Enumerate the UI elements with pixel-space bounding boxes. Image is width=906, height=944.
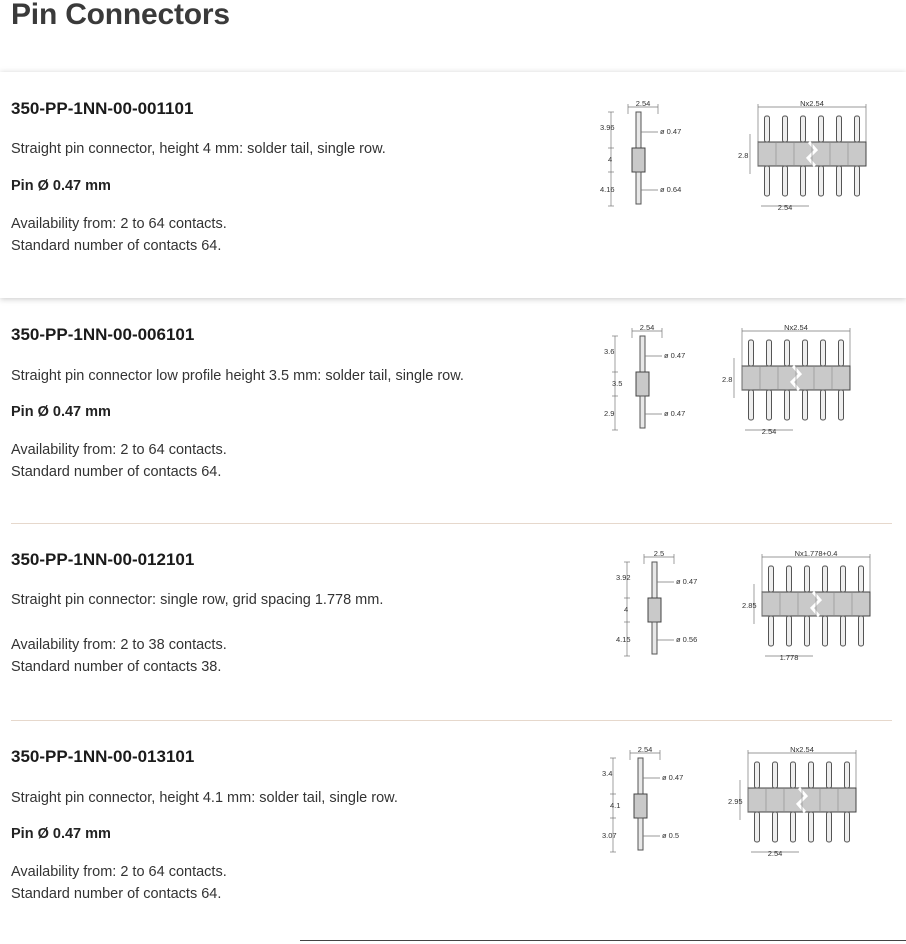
tail-length-label: 3.07 — [602, 831, 617, 840]
top-diameter-label: ø 0.47 — [676, 577, 698, 586]
body-height-label: 4 — [608, 155, 613, 164]
pitch-label: 2.54 — [639, 323, 655, 332]
pitch-label: 2.54 — [761, 427, 777, 436]
pin-diameter: Pin Ø 0.47 mm — [11, 826, 111, 842]
pin-tail — [823, 616, 828, 646]
product-card[interactable] — [0, 524, 906, 720]
product-card[interactable] — [0, 721, 906, 936]
pin-tail — [855, 166, 860, 196]
tail-diameter-label: ø 0.47 — [664, 409, 686, 418]
pin-top — [765, 116, 770, 142]
tail-diameter-label: ø 0.64 — [660, 185, 682, 194]
pin-top — [640, 336, 645, 372]
body-height-label: 4 — [624, 605, 629, 614]
tail-length-label: 4.15 — [616, 635, 631, 644]
pin-top — [791, 762, 796, 788]
side-view-drawing — [596, 99, 696, 212]
side-view-drawing — [612, 549, 712, 672]
product-card[interactable] — [0, 72, 906, 298]
availability-info — [11, 213, 227, 257]
part-number[interactable]: 350-PP-1NN-00-006101 — [11, 325, 195, 344]
pin-tail — [787, 616, 792, 646]
pin-tail — [652, 622, 657, 654]
tail-diameter-label: ø 0.56 — [676, 635, 698, 644]
pitch-label: 2.54 — [637, 745, 653, 754]
pin-tail — [769, 616, 774, 646]
tail-diameter-label: ø 0.5 — [662, 831, 680, 840]
height-label: 2.8 — [738, 151, 749, 160]
pin-tail — [821, 390, 826, 420]
part-number[interactable]: 350-PP-1NN-00-012101 — [11, 550, 195, 569]
pin-top — [855, 116, 860, 142]
pin-tail — [755, 812, 760, 842]
pin-top — [785, 340, 790, 366]
housing-body — [636, 372, 649, 396]
top-diameter-label: ø 0.47 — [664, 351, 686, 360]
pin-top — [803, 340, 808, 366]
pin-tail — [827, 812, 832, 842]
tail-length-label: 4.16 — [600, 185, 615, 194]
pin-top — [821, 340, 826, 366]
front-view-drawing — [728, 745, 878, 866]
pin-tail — [805, 616, 810, 646]
product-description: Straight pin connector, height 4 mm: solder tail, single row. — [11, 141, 386, 157]
availability-info — [11, 439, 227, 483]
standard-contacts: Standard number of contacts 64. — [11, 464, 222, 480]
pin-tail — [783, 166, 788, 196]
pin-top — [773, 762, 778, 788]
availability-range: Availability from: 2 to 64 contacts. — [11, 864, 227, 880]
pin-top — [749, 340, 754, 366]
pin-tail — [791, 812, 796, 842]
standard-contacts: Standard number of contacts 64. — [11, 886, 222, 902]
housing-body — [634, 794, 647, 818]
pin-tail — [638, 818, 643, 850]
product-description: Straight pin connector, height 4.1 mm: solder tail, single row. — [11, 790, 398, 806]
height-label: 2.95 — [728, 797, 743, 806]
pin-top — [755, 762, 760, 788]
tail-length-label: 2.9 — [604, 409, 615, 418]
pin-tail — [809, 812, 814, 842]
pin-top — [819, 116, 824, 142]
pin-top — [787, 566, 792, 592]
top-length-label: 3.96 — [600, 123, 615, 132]
pin-top — [839, 340, 844, 366]
top-length-label: 3.92 — [616, 573, 631, 582]
pin-top — [783, 116, 788, 142]
pin-tail — [839, 390, 844, 420]
pin-tail — [801, 166, 806, 196]
part-number[interactable]: 350-PP-1NN-00-001101 — [11, 99, 194, 118]
availability-range: Availability from: 2 to 64 contacts. — [11, 442, 227, 458]
pin-diameter: Pin Ø 0.47 mm — [11, 404, 111, 420]
pin-tail — [636, 172, 641, 204]
pin-tail — [640, 396, 645, 428]
body-height-label: 3.5 — [612, 379, 623, 388]
pin-tail — [749, 390, 754, 420]
page-title: Pin Connectors — [11, 0, 230, 31]
pin-top — [827, 762, 832, 788]
pin-top — [809, 762, 814, 788]
product-description: Straight pin connector low profile height 3.5 mm: solder tail, single row. — [11, 368, 464, 384]
pitch-label: 2.54 — [635, 99, 651, 108]
pin-tail — [841, 616, 846, 646]
pin-top — [769, 566, 774, 592]
product-card[interactable] — [0, 298, 906, 523]
pitch-label: 2.54 — [777, 203, 793, 212]
pin-top — [767, 340, 772, 366]
length-label: Nx2.54 — [800, 99, 824, 108]
height-label: 2.85 — [742, 601, 757, 610]
pin-tail — [859, 616, 864, 646]
pin-tail — [819, 166, 824, 196]
top-length-label: 3.6 — [604, 347, 615, 356]
pin-top — [801, 116, 806, 142]
pin-top — [652, 562, 657, 598]
pin-top — [636, 112, 641, 148]
standard-contacts: Standard number of contacts 38. — [11, 659, 222, 675]
pitch-label: 2.5 — [653, 549, 665, 558]
pin-tail — [845, 812, 850, 842]
footer-rule — [300, 940, 906, 941]
pin-top — [638, 758, 643, 794]
pin-diameter: Pin Ø 0.47 mm — [11, 178, 111, 194]
housing-body — [632, 148, 645, 172]
availability-range: Availability from: 2 to 64 contacts. — [11, 216, 227, 232]
product-description: Straight pin connector: single row, grid spacing 1.778 mm. — [11, 592, 384, 608]
availability-info — [11, 634, 227, 678]
availability-range: Availability from: 2 to 38 contacts. — [11, 637, 227, 653]
length-label: Nx2.54 — [784, 323, 808, 332]
pin-tail — [785, 390, 790, 420]
height-label: 2.8 — [722, 375, 733, 384]
pitch-label: 1.778 — [779, 653, 799, 662]
pin-tail — [837, 166, 842, 196]
pin-top — [859, 566, 864, 592]
side-view-drawing — [600, 323, 700, 441]
pin-tail — [773, 812, 778, 842]
side-view-drawing — [598, 745, 698, 863]
pin-tail — [765, 166, 770, 196]
pin-top — [837, 116, 842, 142]
length-label: Nx1.778+0.4 — [794, 549, 838, 558]
length-label: Nx2.54 — [790, 745, 814, 754]
pin-top — [823, 566, 828, 592]
standard-contacts: Standard number of contacts 64. — [11, 238, 222, 254]
pin-top — [845, 762, 850, 788]
top-diameter-label: ø 0.47 — [662, 773, 684, 782]
top-diameter-label: ø 0.47 — [660, 127, 682, 136]
pin-tail — [803, 390, 808, 420]
availability-info — [11, 861, 227, 905]
front-view-drawing — [742, 549, 877, 677]
body-height-label: 4.1 — [610, 801, 621, 810]
housing-body — [648, 598, 661, 622]
top-length-label: 3.4 — [602, 769, 613, 778]
pitch-label: 2.54 — [767, 849, 783, 858]
pin-top — [841, 566, 846, 592]
front-view-drawing — [722, 323, 877, 444]
pin-top — [805, 566, 810, 592]
part-number[interactable]: 350-PP-1NN-00-013101 — [11, 747, 195, 766]
front-view-drawing — [738, 99, 878, 217]
pin-tail — [767, 390, 772, 420]
